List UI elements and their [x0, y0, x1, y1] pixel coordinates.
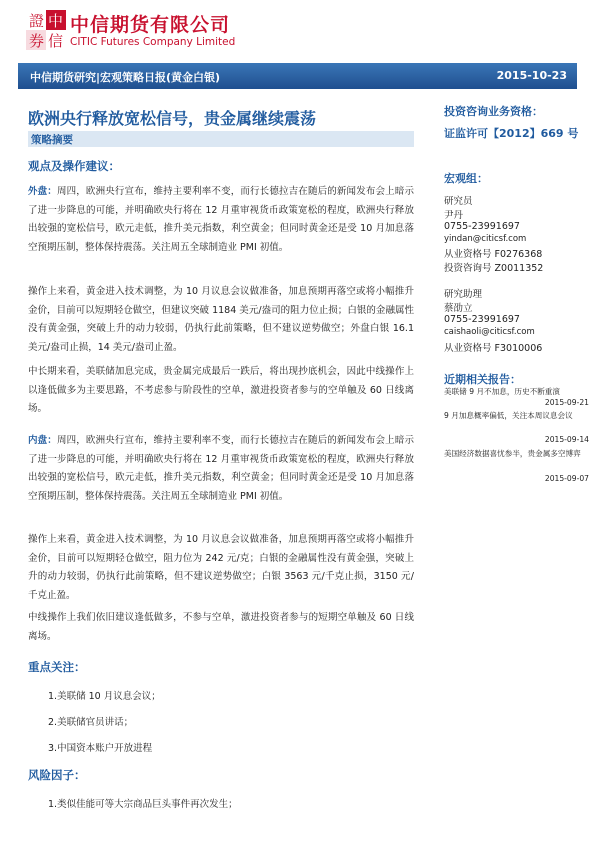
risk-item: 1.类似佳能可等大宗商品巨头事件再次发生； [48, 799, 238, 810]
assistant-email[interactable]: caishaoli@citicsf.com [444, 327, 535, 337]
report-series-title: 中信期货研究|宏观策略日报(黄金白银) [30, 71, 221, 84]
paragraph-midterm-domestic: 中线操作上我们依旧建议逢低做多，不参与空单，激进投资者参与的短期空单触及 60 日线离场。 [28, 612, 414, 642]
focus-item: 3.中国资本账户开放进程 [48, 743, 153, 754]
paragraph-external [28, 183, 414, 257]
related-report-date: 2015-09-07 [544, 474, 589, 483]
paragraph-domestic [28, 432, 414, 506]
analyst-role: 研究员 [444, 196, 473, 207]
analyst-name: 尹丹 [444, 210, 464, 221]
section-label: 策略摘要 [31, 134, 73, 146]
paragraph-midterm: 中长期来看，美联储加息完成，贵金属完成最后一跌后，将出现抄底机会，因此中线操作上以逢低做多为主要思路，不考虑参与阶段性的空单，激进投资者参与的空单触及 60 日线离场。 [28, 366, 414, 415]
related-report-title[interactable]: 美国经济数据喜忧参半，贵金属多空博弈 [444, 449, 581, 458]
team-heading: 宏观组： [444, 172, 488, 185]
paragraph-label-external: 外盘： [28, 186, 57, 197]
qualification-license: 证监许可【2012】669 号 [444, 127, 579, 140]
paragraph-text: 周四，欧洲央行宣布，维持主要利率不变，而行长德拉吉在随后的新闻发布会上暗示了进一步降息的可能，并明确欧央行将在 12 月重审视货币政策宽松的程度，欧洲央行释放出较强的宽松信号，欧元走低，推升美元指数，利空黄金；但同时黄金还是受 10 月加息落空预期压制，整体保持震荡。关注周五全球制造业 PMI 初值。 [28, 186, 414, 253]
assistant-role: 研究助理 [444, 289, 483, 300]
related-report-title[interactable]: 9 月加息概率偏低，关注本周议息会议 [444, 411, 573, 420]
paragraph-operation-domestic: 操作上来看，黄金进入技术调整，为 10 月议息会议做准备，加息预期再落空或将小幅推升金价，目前可以短期轻仓做空，阻力位为 242 元/克；白银的金融属性没有黄金强，突破上升的动力较弱，仍执行此前策略，但不建议逆势做空；白银 3563 元/千克止损，3150 元/千克止盈。 [28, 534, 414, 601]
assistant-name: 蔡劭立 [444, 303, 473, 314]
analyst-email[interactable]: yindan@citicsf.com [444, 234, 527, 244]
related-report-date: 2015-09-14 [544, 435, 589, 444]
svg-text:券: 券 [29, 32, 45, 50]
assistant-license: 从业资格号 F3010006 [444, 343, 543, 354]
paragraph-label-domestic: 内盘： [28, 435, 57, 446]
headline: 欧洲央行释放宽松信号，贵金属继续震荡 [28, 109, 317, 128]
focus-item: 1.美联储 10 月议息会议； [48, 691, 161, 702]
paragraph-operation-external: 操作上来看，黄金进入技术调整，为 10 月议息会议做准备，加息预期再落空或将小幅推升金价，目前可以短期轻仓做空，但建议突破 1184 美元/盎司的阻力位止损；白银的金融属性没有黄金强，突破上升的动力较弱，仍执行此前策略，但不建议逆势做空；外盘白银 16.1 美元/盎司止损，14 美元/盎司止盈。 [28, 286, 414, 353]
report-date: 2015-10-23 [496, 69, 567, 82]
paragraph-text: 周四，欧洲央行宣布，维持主要利率不变，而行长德拉吉在随后的新闻发布会上暗示了进一步降息的可能，并明确欧央行将在 12 月重审视货币政策宽松的程度，欧洲央行释放出较强的宽松信号，欧元走低，推升美元指数，利空黄金；但同时黄金还是受 10 月加息落空预期压制，整体保持震荡。关注周五全球制造业 PMI 初值。 [28, 435, 414, 502]
reports-heading: 近期相关报告： [444, 373, 521, 386]
report-banner [18, 63, 577, 89]
analyst-phone: 0755-23991697 [444, 221, 520, 232]
company-logo [26, 10, 66, 50]
company-name-en: CITIC Futures Company Limited [70, 36, 236, 48]
risk-heading: 风险因子： [28, 768, 86, 782]
assistant-phone: 0755-23991697 [444, 314, 520, 325]
svg-text:證: 證 [29, 12, 45, 30]
section-bar-summary [28, 131, 414, 147]
focus-heading: 重点关注： [28, 660, 86, 674]
analyst-advisory-license: 投资咨询号 Z0011352 [444, 263, 544, 274]
related-report-title[interactable]: 美联储 9 月不加息，历史不断重演 [444, 387, 560, 396]
analyst-license: 从业资格号 F0276368 [444, 249, 543, 260]
svg-text:中: 中 [48, 12, 64, 30]
svg-text:信: 信 [48, 32, 64, 50]
related-report-date: 2015-09-21 [544, 398, 589, 407]
views-heading: 观点及操作建议： [28, 159, 120, 173]
focus-item: 2.美联储官员讲话； [48, 717, 134, 728]
qualification-heading: 投资咨询业务资格： [444, 105, 543, 118]
company-name-cn: 中信期货有限公司 [70, 14, 231, 36]
